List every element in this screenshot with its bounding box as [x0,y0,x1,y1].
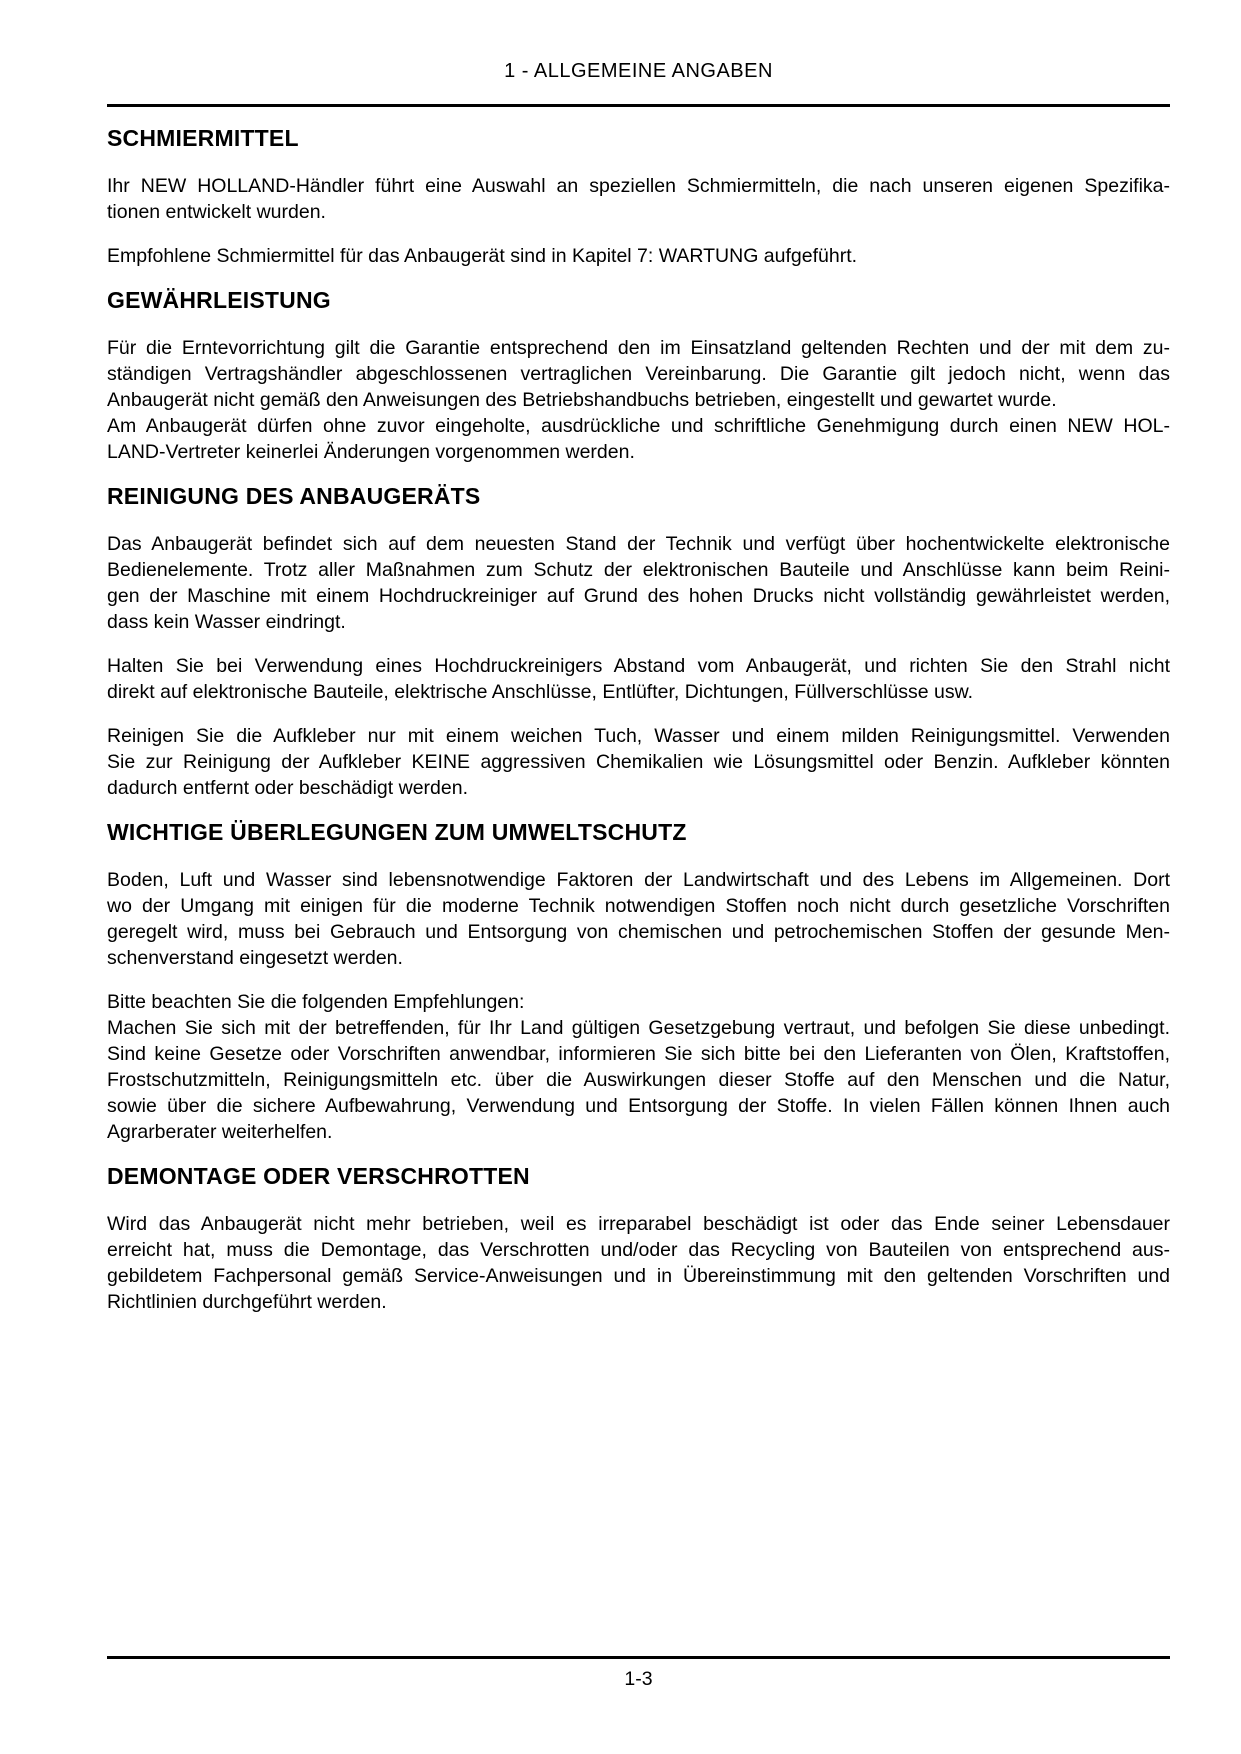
text-line: Ihr NEW HOLLAND-Händler führt eine Auswahl an speziellen Schmiermitteln, die nach unseren eigenen Spezifika- [107,175,1170,197]
text-line: ständigen Vertragshändler abgeschlossenen vertraglichen Vereinbarung. Die Garantie gilt jedoch nicht, wenn das [107,363,1170,385]
text-line: Wird das Anbaugerät nicht mehr betrieben, weil es irreparabel beschädigt ist oder das Ende seiner Lebensdauer [107,1213,1170,1235]
text-line: direkt auf elektronische Bauteile, elektrische Anschlüsse, Entlüfter, Dichtungen, Füllverschlüsse usw. [107,681,974,703]
text-line: Anbaugerät nicht gemäß den Anweisungen des Betriebshandbuchs betrieben, eingestellt und gewartet wurde. [107,389,1057,411]
text-line: Sind keine Gesetze oder Vorschriften anwendbar, informieren Sie sich bitte bei den Lieferanten von Ölen, Kraftstoffen, [107,1043,1170,1065]
text-line: Agrarberater weiterhelfen. [107,1121,333,1143]
text-line: Boden, Luft und Wasser sind lebensnotwendige Faktoren der Landwirtschaft und des Lebens im Allgemeinen. Dort [107,869,1170,891]
paragraph [107,335,1170,465]
text-line: geregelt wird, muss bei Gebrauch und Entsorgung von chemischen und petrochemischen Stoffen der gesunde Men- [107,921,1170,943]
text-line: LAND-Vertreter keinerlei Änderungen vorgenommen werden. [107,441,635,463]
section-heading: SCHMIERMITTEL [107,125,299,151]
section-heading: WICHTIGE ÜBERLEGUNGEN ZUM UMWELTSCHUTZ [107,819,687,845]
text-line: gebildetem Fachpersonal gemäß Service-Anweisungen und in Übereinstimmung mit den geltenden Vorschriften und [107,1265,1170,1287]
text-line: dass kein Wasser eindringt. [107,611,346,633]
paragraph [107,173,1170,225]
page-footer [107,1656,1170,1692]
text-line: Bitte beachten Sie die folgenden Empfehlungen: [107,991,525,1013]
text-line: Bedienelemente. Trotz aller Maßnahmen zum Schutz der elektronischen Bauteile und Anschlüsse kann beim Reini- [107,559,1170,581]
text-line: Machen Sie sich mit der betreffenden, für Ihr Land gültigen Gesetzgebung vertraut, und befolgen Sie diese unbedingt. [107,1017,1170,1039]
text-line: Das Anbaugerät befindet sich auf dem neuesten Stand der Technik und verfügt über hochentwickelte elektronische [107,533,1170,555]
text-line: schenverstand eingesetzt werden. [107,947,403,969]
page-number: 1-3 [624,1668,653,1690]
text-line: wo der Umgang mit einigen für die moderne Technik notwendigen Stoffen noch nicht durch gesetzliche Vorschriften [107,895,1170,917]
text-line: dadurch entfernt oder beschädigt werden. [107,777,468,799]
text-line: Am Anbaugerät dürfen ohne zuvor eingeholte, ausdrückliche und schriftliche Genehmigung durch einen NEW HOL- [107,415,1170,437]
paragraph [107,243,1170,269]
content [107,125,1170,1315]
text-line: gen der Maschine mit einem Hochdruckreiniger auf Grund des hohen Drucks nicht vollständig gewährleistet werden, [107,585,1170,607]
paragraph [107,989,1170,1145]
paragraph [107,531,1170,635]
paragraph [107,653,1170,705]
section-heading: REINIGUNG DES ANBAUGERÄTS [107,483,481,509]
text-line: erreicht hat, muss die Demontage, das Verschrotten und/oder das Recycling von Bauteilen von entsprechend aus- [107,1239,1170,1261]
paragraph [107,867,1170,971]
footer-rule [107,1656,1170,1659]
header-rule [107,104,1170,107]
page-header [107,58,1170,84]
text-line: Sie zur Reinigung der Aufkleber KEINE aggressiven Chemikalien wie Lösungsmittel oder Benzin. Aufkleber könnten [107,751,1170,773]
text-line: Reinigen Sie die Aufkleber nur mit einem weichen Tuch, Wasser und einem milden Reinigungsmittel. Verwenden [107,725,1170,747]
text-line: Halten Sie bei Verwendung eines Hochdruckreinigers Abstand vom Anbaugerät, und richten Sie den Strahl nicht [107,655,1170,677]
section-heading: GEWÄHRLEISTUNG [107,287,331,313]
text-line: Richtlinien durchgeführt werden. [107,1291,387,1313]
chapter-title: 1 - ALLGEMEINE ANGABEN [504,60,773,82]
text-line: sowie über die sichere Aufbewahrung, Verwendung und Entsorgung der Stoffe. In vielen Fällen können Ihnen auch [107,1095,1170,1117]
section-heading: DEMONTAGE ODER VERSCHROTTEN [107,1163,530,1189]
text-line: Frostschutzmitteln, Reinigungsmitteln etc. über die Auswirkungen dieser Stoffe auf den Menschen und die Natur, [107,1069,1170,1091]
text-line: Empfohlene Schmiermittel für das Anbaugerät sind in Kapitel 7: WARTUNG aufgeführt. [107,245,858,267]
text-line: tionen entwickelt wurden. [107,201,326,223]
text-line: Für die Erntevorrichtung gilt die Garantie entsprechend den im Einsatzland geltenden Rechten und der mit dem zu- [107,337,1170,359]
paragraph [107,1211,1170,1315]
paragraph [107,723,1170,801]
